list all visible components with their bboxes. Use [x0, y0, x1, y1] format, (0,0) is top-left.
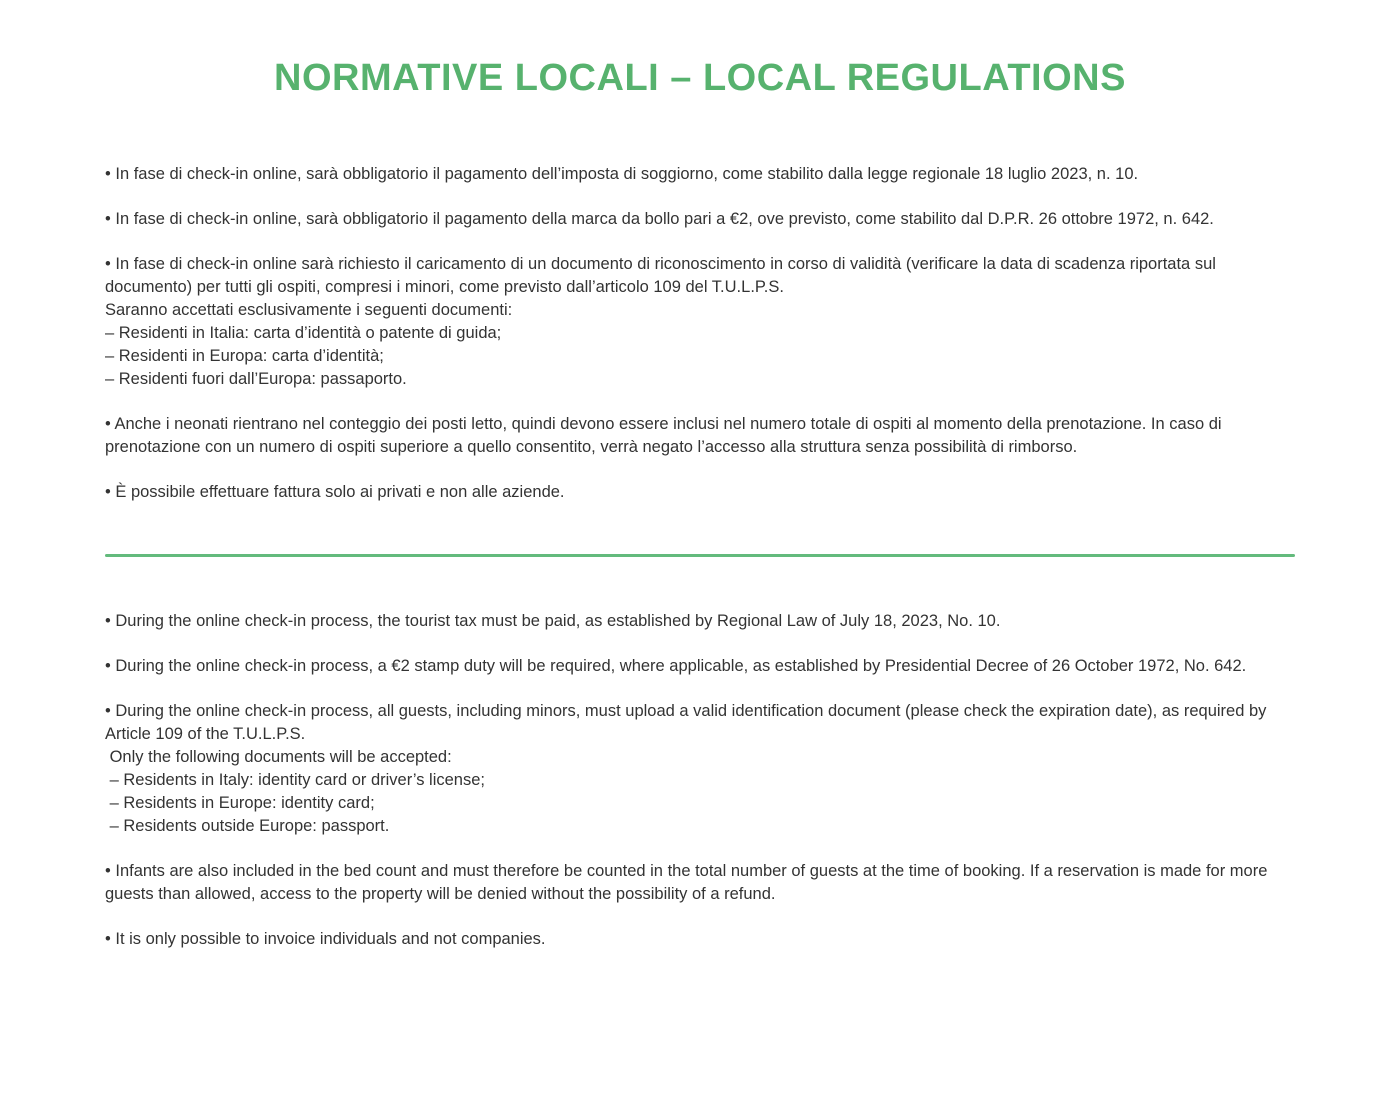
text-line: • It is only possible to invoice individuals and not companies. — [105, 930, 546, 948]
paragraph-en-stamp-duty — [105, 655, 1295, 678]
text-line: – Residents in Europe: identity card; — [105, 794, 375, 812]
paragraph-en-invoice — [105, 928, 1295, 951]
text-line: – Residenti in Europa: carta d’identità; — [105, 347, 384, 365]
paragraph-it-stamp-duty — [105, 208, 1295, 231]
paragraph-it-tourist-tax — [105, 163, 1295, 186]
english-section — [105, 610, 1295, 951]
page-title: NORMATIVE LOCALI – LOCAL REGULATIONS — [274, 57, 1126, 99]
text-line: • Infants are also included in the bed count and must therefore be counted in the total number of guests at the time of booking. If a reservation is made for more guests than allowed, access to the property will be denied without the possibility of a refund. — [105, 862, 1272, 903]
paragraph-it-infants — [105, 413, 1295, 459]
text-line: • During the online check-in process, a €2 stamp duty will be required, where applicable, as established by Presidential Decree of 26 October 1972, No. 642. — [105, 657, 1247, 675]
text-line: – Residents outside Europe: passport. — [105, 817, 390, 835]
text-line: • È possibile effettuare fattura solo ai privati e non alle aziende. — [105, 483, 565, 501]
text-line: • In fase di check-in online sarà richiesto il caricamento di un documento di riconoscimento in corso di validità (verificare la data di scadenza riportata sul documento) per tutti gli ospiti, compresi i minori, come previsto dall’articolo 109 del T.U.L.P.S. — [105, 255, 1221, 296]
paragraph-it-documents — [105, 253, 1295, 391]
text-line: – Residents in Italy: identity card or driver’s license; — [105, 771, 485, 789]
regulations-page — [0, 55, 1400, 951]
italian-section — [105, 163, 1295, 504]
text-line: • Anche i neonati rientrano nel conteggio dei posti letto, quindi devono essere inclusi nel numero totale di ospiti al momento della prenotazione. In caso di prenotazione con un numero di ospiti superiore a quello consentito, verrà negato l’accesso alla struttura senza possibilità di rimborso. — [105, 415, 1227, 456]
text-line: Only the following documents will be accepted: — [105, 748, 452, 766]
text-line: – Residenti in Italia: carta d’identità o patente di guida; — [105, 324, 502, 342]
text-line: • In fase di check-in online, sarà obbligatorio il pagamento della marca da bollo pari a €2, ove previsto, come stabilito dal D.P.R. 26 ottobre 1972, n. 642. — [105, 210, 1214, 228]
paragraph-en-documents — [105, 700, 1295, 838]
text-line: – Residenti fuori dall’Europa: passaporto. — [105, 370, 407, 388]
paragraph-en-tourist-tax — [105, 610, 1295, 633]
paragraph-en-infants — [105, 860, 1295, 906]
paragraph-it-invoice — [105, 481, 1295, 504]
section-divider — [105, 554, 1295, 557]
text-line: • In fase di check-in online, sarà obbligatorio il pagamento dell’imposta di soggiorno, come stabilito dalla legge regionale 18 luglio 2023, n. 10. — [105, 165, 1139, 183]
text-line: • During the online check-in process, all guests, including minors, must upload a valid identification document (please check the expiration date), as required by Article 109 of the T.U.L.P.S. — [105, 702, 1271, 743]
text-line: Saranno accettati esclusivamente i seguenti documenti: — [105, 301, 513, 319]
text-line: • During the online check-in process, the tourist tax must be paid, as established by Regional Law of July 18, 2023, No. 10. — [105, 612, 1001, 630]
